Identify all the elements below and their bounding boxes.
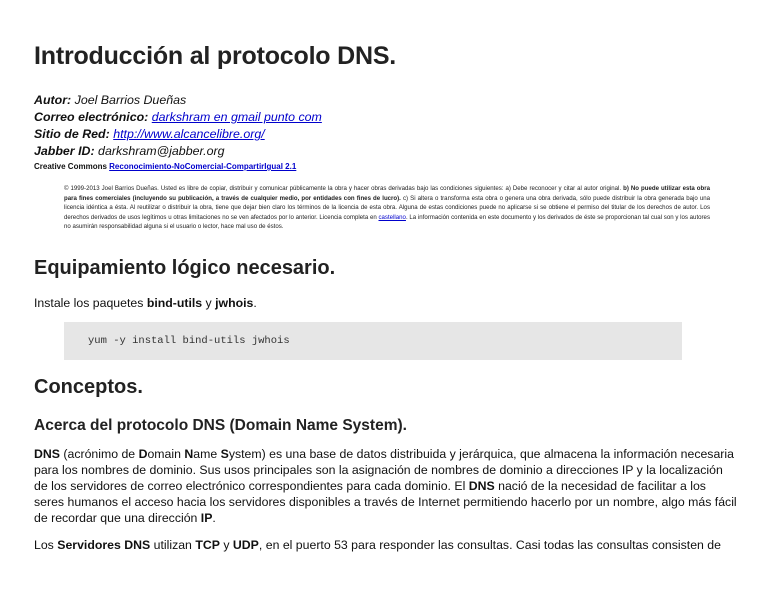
site-line (34, 126, 322, 143)
install-command: yum -y install bind-utils jwhois (88, 335, 290, 347)
author-value: Joel Barrios Dueñas (74, 93, 187, 107)
email-line (34, 109, 322, 126)
subsection-heading-dns: Acerca del protocolo DNS (Domain Name System). (34, 417, 407, 434)
license-text-2: c) Si altera o transforma esta obra o genera una obra derivada, sólo puede distribuir la obra generada bajo una licencia idéntica a ésta. Al reutilizar o distribuir la obra, tiene que dejar bien claro los términos de la licencia de esta obra. Alguna de estas condiciones puede no aplicarse si se obtiene el permiso del titular de los derechos de autor. Los derechos derivados de usos legítimos u otras limitaciones no se ven afectados por lo anterior. Licencia completa en (64, 194, 710, 221)
page-title: Introducción al protocolo DNS. (34, 42, 397, 70)
text: Los (34, 538, 58, 552)
license-text-bold: b) No puede utilizar esta obra para fines comerciales (incluyendo su publicación, a través de cualquier medio, por entidades con fines de lucro). (64, 185, 711, 202)
email-label: Correo electrónico: (34, 110, 149, 124)
author-info (34, 92, 322, 160)
text: . (212, 511, 216, 525)
text: utilizan (150, 538, 196, 552)
text: omain (147, 447, 185, 461)
install-paragraph (34, 295, 738, 311)
license-notice (64, 184, 710, 232)
license-text-3: . La información contenida en este documento y los derivados de éste se proporcionan tal cual son y los autores no asumirán responsabilidad alguna si el usuario o lector, hace mal uso de éstos. (64, 213, 710, 231)
term: D (138, 447, 148, 461)
install-text: Instale los paquetes (34, 296, 147, 310)
term: N (184, 447, 194, 461)
term: DNS (468, 479, 495, 493)
text: , en el puerto 53 para responder las consultas. Casi todas las consultas consisten de (258, 538, 721, 552)
site-label: Sitio de Red: (34, 127, 110, 141)
section-heading-equipamiento: Equipamiento lógico necesario. (34, 257, 336, 279)
jabber-label: Jabber ID: (34, 144, 95, 158)
dns-paragraph (34, 446, 738, 526)
author-line (34, 92, 322, 109)
license-text-1: © 1999-2013 Joel Barrios Dueñas. Usted es libre de copiar, distribuir y comunicar públicamente la obra y hacer obras derivadas bajo las condiciones siguientes: a) Debe reconocer y citar al autor original. (64, 185, 622, 192)
package-name: jwhois (215, 296, 254, 310)
site-link[interactable]: http://www.alcancelibre.org/ (113, 127, 265, 141)
creative-commons-line (34, 162, 296, 171)
term: Servidores DNS (57, 538, 151, 552)
license-link-castellano[interactable]: castellano (378, 213, 406, 221)
servers-paragraph (34, 537, 738, 553)
text: y (219, 538, 233, 552)
term: UDP (232, 538, 259, 552)
cc-prefix: Creative Commons (34, 162, 107, 171)
cc-license-link[interactable]: Reconocimiento-NoComercial-CompartirIgual 2.1 (109, 162, 297, 171)
term: DNS (34, 447, 60, 461)
install-text: y (202, 296, 216, 310)
term: S (220, 447, 229, 461)
package-name: bind-utils (146, 296, 203, 310)
jabber-value: darkshram@jabber.org (98, 144, 225, 158)
author-label: Autor: (34, 93, 72, 107)
section-heading-conceptos: Conceptos. (34, 376, 143, 398)
text: ame (193, 447, 221, 461)
install-text: . (253, 296, 257, 310)
term: IP (200, 511, 213, 525)
jabber-line (34, 143, 322, 160)
text: (acrónimo de (59, 447, 139, 461)
text: ystem) es una base de datos distribuida y jerárquica, que almacena la información necesaria para los nombres de dominio. Sus usos principales son la asignación de nombres de dominio a direcciones IP y la localización de los servidores de correo electrónico correspondientes para cada dominio. El (34, 447, 734, 493)
code-block (64, 322, 682, 360)
text: nació de la necesidad de facilitar a los seres humanos el acceso hacia los servidores disponibles a través de Internet permitiendo hacerlo por un nombre, algo más fácil de recordar que una dirección (34, 479, 737, 525)
term: TCP (195, 538, 220, 552)
email-link[interactable]: darkshram en gmail punto com (151, 110, 322, 124)
